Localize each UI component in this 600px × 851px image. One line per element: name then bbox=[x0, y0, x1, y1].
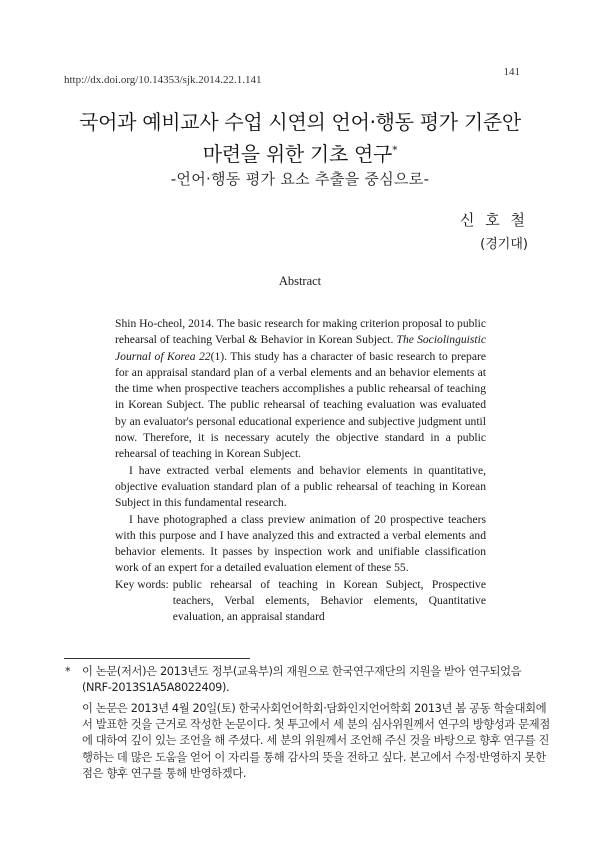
title-line-1: 국어과 예비교사 수업 시연의 언어·행동 평가 기준안 bbox=[79, 110, 521, 134]
author-affiliation: (경기대) bbox=[480, 237, 528, 252]
abstract-paragraph-2: I have extracted verbal elements and behavior elements in quantitative, objective evaluation standard plan of a public rehearsal of teaching in Korean Subject in this fundamental research. bbox=[115, 463, 486, 510]
abstract-paragraph-1 bbox=[115, 316, 486, 463]
title-line-2-text: 마련을 위한 기초 연구 bbox=[202, 142, 393, 166]
keywords bbox=[115, 577, 486, 626]
page-number: 141 bbox=[503, 66, 520, 78]
abstract-paragraph-1-text: (1). This study has a character of basic research to prepare for an appraisal standard plan of a verbal elements and an behavior elements at the time when prospective teachers accomplishes a public rehearsal of teaching in Korean Subject. The public rehearsal of teaching evaluation was evaluated by an evaluator's personal educational experience and subjective judgment until now. Therefore, it is necessary acutely the objective standard in a public rehearsal of teaching in Korean Subject. bbox=[115, 349, 486, 461]
abstract-paragraph-3: I have photographed a class preview animation of 20 prospective teachers with this purpose and I have analyzed this and extracted a verbal elements and behavior elements. It passes by inspection work and unifiable classification work of an expert for a detailed evaluation element of these 55. bbox=[115, 512, 486, 575]
subtitle: -언어·행동 평가 요소 추출을 중심으로- bbox=[170, 170, 430, 188]
abstract-heading: Abstract bbox=[278, 274, 322, 288]
author-name: 신 호 철 bbox=[459, 211, 528, 229]
footnote-2: 이 논문은 2013년 4월 20일(토) 한국사회언어학회·담화인지언어학회 2013년 봄 공동 학술대회에서 발표한 것을 근거로 작성한 논문이다. 첫 투고에서 세 분의 심사위원께서 연구의 방향성과 문제점에 대하여 깊이 있는 조언을 해 주셨다. 세 분의 위원께서 조언해 주신 것을 바탕으로 향후 연구를 진행하는 데 많은 도움을 얻어 이 자리를 통해 감사의 뜻을 전하고 싶다. 본고에서 수정·반영하지 못한 점은 향후 연구를 통해 반영하겠다. bbox=[82, 702, 550, 780]
abstract-citation: Shin Ho-cheol, 2014. The basic research for making criterion proposal to public rehearsal of teaching Verbal & Behavior in Korean Subject. bbox=[115, 317, 487, 347]
title-footnote-marker: * bbox=[392, 143, 398, 157]
footnote-marker: * bbox=[65, 665, 71, 678]
keywords-label: Key words: bbox=[115, 577, 169, 591]
footnote-divider bbox=[64, 658, 250, 659]
title-line-2 bbox=[0, 138, 600, 167]
journal-name: The Sociolinguistic Journal of Korea 22 bbox=[115, 333, 486, 363]
abstract-body bbox=[115, 316, 486, 626]
footnote-1-text: 이 논문(저서)은 2013년도 정부(교육부)의 재원으로 한국연구재단의 지원을 받아 연구되었음(NRF-2013S1A5A8022409). bbox=[82, 665, 522, 695]
footnote-1 bbox=[66, 664, 536, 696]
keywords-list: public rehearsal of teaching in Korean Subject, Prospective teachers, Verbal elements, Behavior elements, Quantitative evaluation, an appraisal standard bbox=[172, 577, 486, 624]
doi-link[interactable]: http://dx.doi.org/10.14353/sjk.2014.22.1.141 bbox=[64, 74, 262, 86]
